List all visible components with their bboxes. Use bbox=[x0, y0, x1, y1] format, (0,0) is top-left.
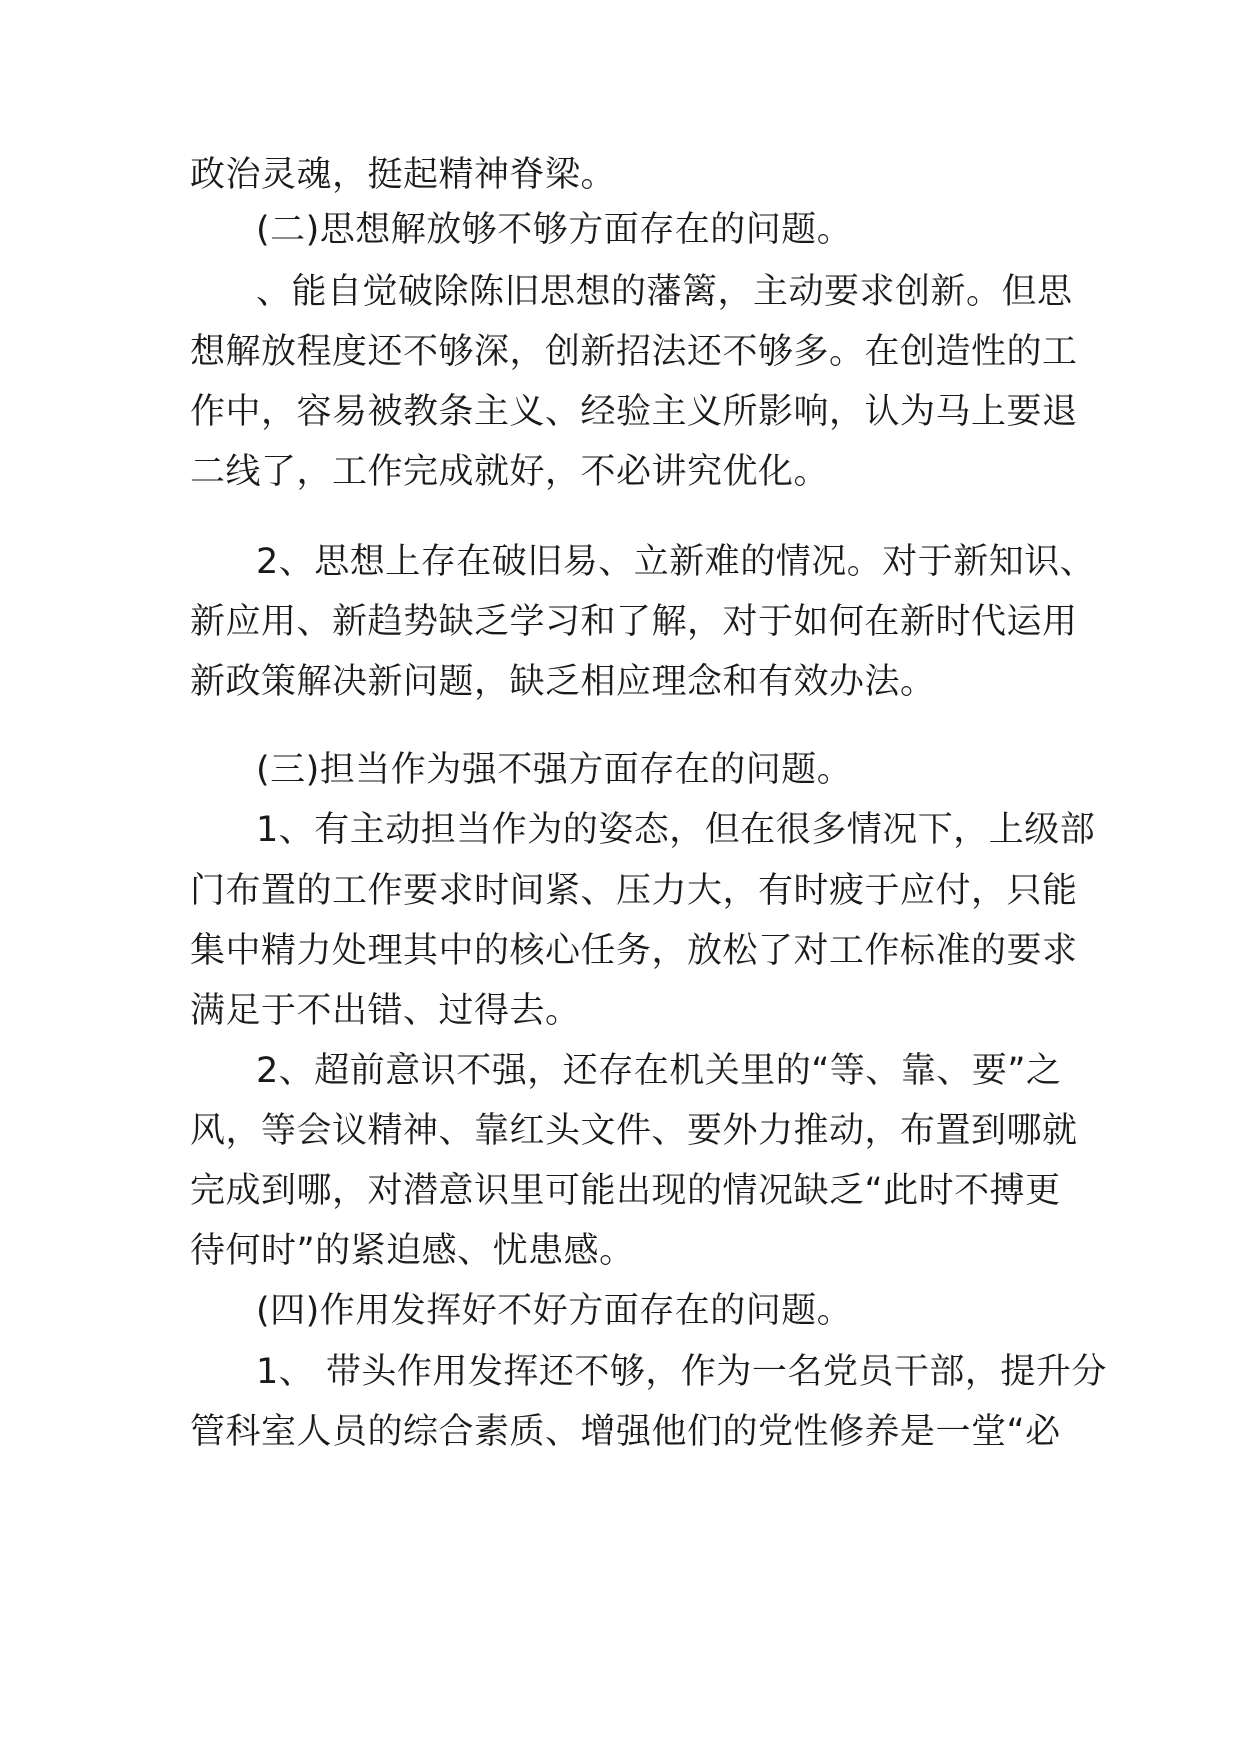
section-heading-3: (三)担当作为强不强方面存在的问题。 bbox=[256, 750, 853, 790]
text-line: 二线了，工作完成就好，不必讲究优化。 bbox=[190, 452, 830, 492]
text-line: 1、有主动担当作为的姿态，但在很多情况下，上级部 bbox=[256, 810, 1096, 850]
section-heading-4: (四)作用发挥好不好方面存在的问题。 bbox=[256, 1291, 853, 1331]
text-line: 门布置的工作要求时间紧、压力大，有时疲于应付，只能 bbox=[190, 871, 1078, 911]
text-line: 新政策解决新问题，缺乏相应理念和有效办法。 bbox=[190, 662, 936, 702]
text-line: 政治灵魂，挺起精神脊梁。 bbox=[190, 155, 617, 195]
text-line: 满足于不出错、过得去。 bbox=[190, 991, 581, 1031]
section-heading-2: (二)思想解放够不够方面存在的问题。 bbox=[256, 210, 853, 250]
text-line: 2、超前意识不强，还存在机关里的“等、靠、要”之 bbox=[256, 1051, 1062, 1091]
text-line: 新应用、新趋势缺乏学习和了解，对于如何在新时代运用 bbox=[190, 602, 1078, 642]
text-line: 2、思想上存在破旧易、立新难的情况。对于新知识、 bbox=[256, 542, 1096, 582]
text-line: 作中，容易被教条主义、经验主义所影响，认为马上要退 bbox=[190, 392, 1078, 432]
text-line: 、能自觉破除陈旧思想的藩篱，主动要求创新。但思 bbox=[256, 272, 1073, 312]
text-line: 想解放程度还不够深，创新招法还不够多。在创造性的工 bbox=[190, 332, 1078, 372]
text-line: 完成到哪，对潜意识里可能出现的情况缺乏“此时不搏更 bbox=[190, 1171, 1061, 1211]
text-line: 管科室人员的综合素质、增强他们的党性修养是一堂“必 bbox=[190, 1412, 1061, 1452]
text-line: 风，等会议精神、靠红头文件、要外力推动，布置到哪就 bbox=[190, 1111, 1078, 1151]
text-line: 集中精力处理其中的核心任务，放松了对工作标准的要求 bbox=[190, 931, 1078, 971]
text-line: 1、 带头作用发挥还不够，作为一名党员干部，提升分 bbox=[256, 1352, 1107, 1392]
text-line: 待何时”的紧迫感、忧患感。 bbox=[190, 1231, 635, 1271]
